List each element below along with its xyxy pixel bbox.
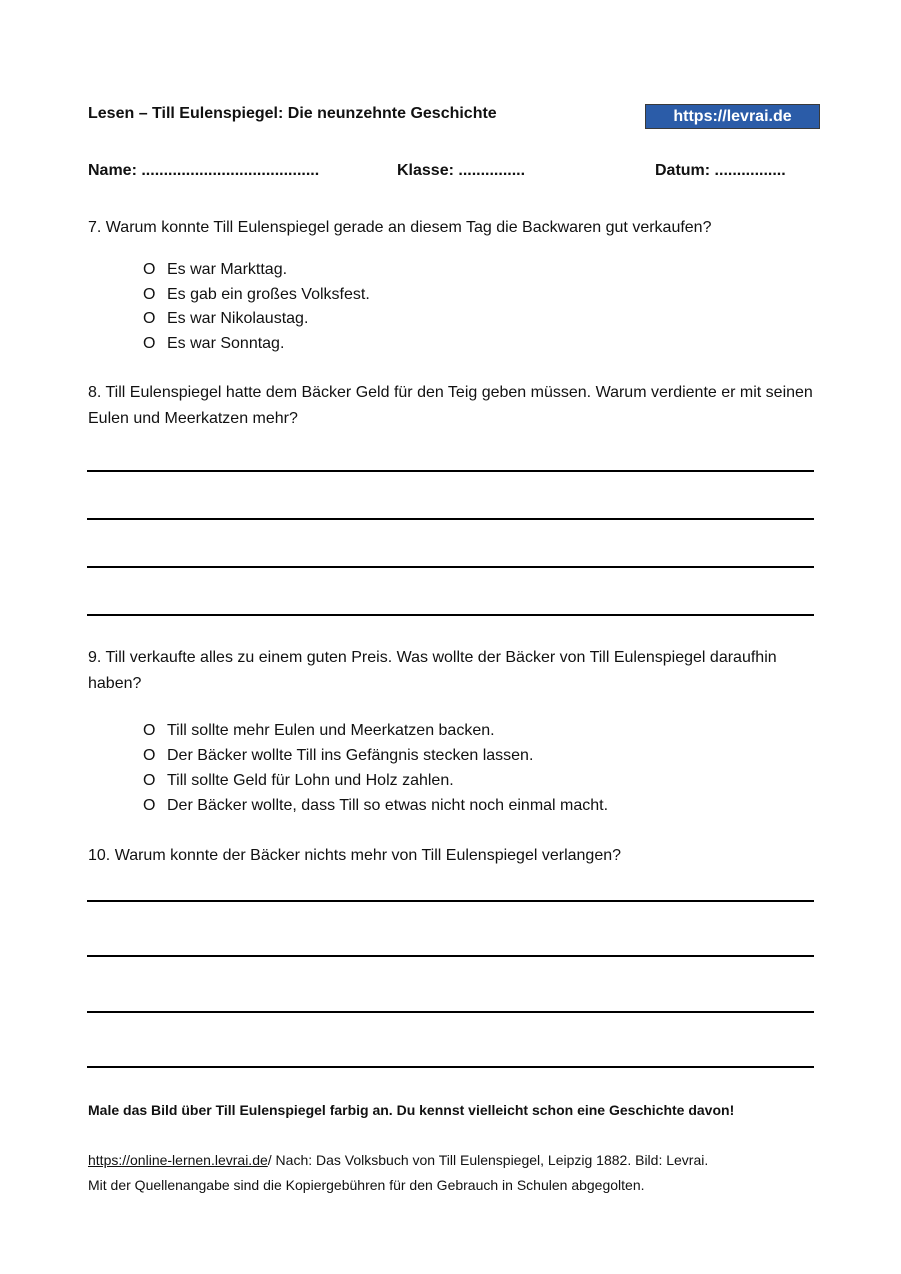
- option-row: [143, 258, 803, 283]
- online-lernen-link[interactable]: https://online-lernen.levrai.de: [88, 1152, 268, 1168]
- option-label: Es gab ein großes Volksfest.: [167, 285, 370, 303]
- option-row: [143, 307, 803, 332]
- radio-circle: O: [143, 772, 156, 789]
- meta-row: [88, 162, 814, 184]
- option-row: [143, 718, 803, 743]
- license-line: Mit der Quellenangabe sind die Kopiergebühren für den Gebrauch in Schulen abgegolten.: [88, 1177, 645, 1193]
- radio-circle: O: [143, 722, 156, 739]
- question-10: 10. Warum konnte der Bäcker nichts mehr von Till Eulenspiegel verlangen?: [88, 847, 622, 864]
- question-8: 8. Till Eulenspiegel hatte dem Bäcker Geld für den Teig geben müssen. Warum verdiente er mit seinen Eulen und Meerkatzen mehr?: [88, 384, 813, 427]
- option-row: [143, 793, 803, 818]
- question-9-options: [143, 718, 803, 818]
- answer-line: [87, 955, 814, 957]
- answer-line: [87, 614, 814, 616]
- question-7-options: [143, 258, 803, 356]
- datum-field: Datum: ................: [655, 162, 786, 179]
- option-label: Es war Markttag.: [167, 261, 288, 278]
- source-text: / Nach: Das Volksbuch von Till Eulenspiegel, Leipzig 1882. Bild: Levrai.: [267, 1152, 709, 1168]
- answer-line: [87, 1011, 814, 1013]
- coloring-instruction: Male das Bild über Till Eulenspiegel farbig an. Du kennst vielleicht schon eine Geschichte davon!: [88, 1102, 735, 1118]
- answer-line: [87, 1066, 814, 1068]
- option-label: Till sollte mehr Eulen und Meerkatzen backen.: [167, 722, 495, 739]
- klasse-field: Klasse: ...............: [397, 162, 526, 179]
- source-line: [88, 1148, 814, 1173]
- option-row: [143, 332, 803, 357]
- radio-circle: O: [143, 261, 156, 278]
- option-row: [143, 743, 803, 768]
- levrai-link-badge[interactable]: https://levrai.de: [645, 104, 820, 129]
- answer-line: [87, 518, 814, 520]
- option-label: Der Bäcker wollte Till ins Gefängnis stecken lassen.: [167, 747, 534, 764]
- name-field: Name: ........................................: [88, 162, 320, 179]
- question-7: 7. Warum konnte Till Eulenspiegel gerade an diesem Tag die Backwaren gut verkaufen?: [88, 219, 712, 236]
- question-9: 9. Till verkaufte alles zu einem guten Preis. Was wollte der Bäcker von Till Eulenspiegel daraufhin haben?: [88, 649, 777, 692]
- answer-line: [87, 900, 814, 902]
- radio-circle: O: [143, 310, 156, 327]
- radio-circle: O: [143, 334, 156, 352]
- option-label: Till sollte Geld für Lohn und Holz zahlen.: [167, 772, 454, 789]
- radio-circle: O: [143, 285, 156, 303]
- option-label: Der Bäcker wollte, dass Till so etwas nicht noch einmal macht.: [167, 797, 609, 814]
- answer-line: [87, 566, 814, 568]
- page-title: Lesen – Till Eulenspiegel: Die neunzehnte Geschichte: [88, 105, 497, 122]
- option-row: [143, 768, 803, 793]
- footer: [88, 1148, 814, 1198]
- answer-line: [87, 470, 814, 472]
- radio-circle: O: [143, 797, 156, 814]
- radio-circle: O: [143, 747, 156, 764]
- option-label: Es war Nikolaustag.: [167, 310, 309, 327]
- option-row: [143, 283, 803, 308]
- option-label: Es war Sonntag.: [167, 334, 285, 352]
